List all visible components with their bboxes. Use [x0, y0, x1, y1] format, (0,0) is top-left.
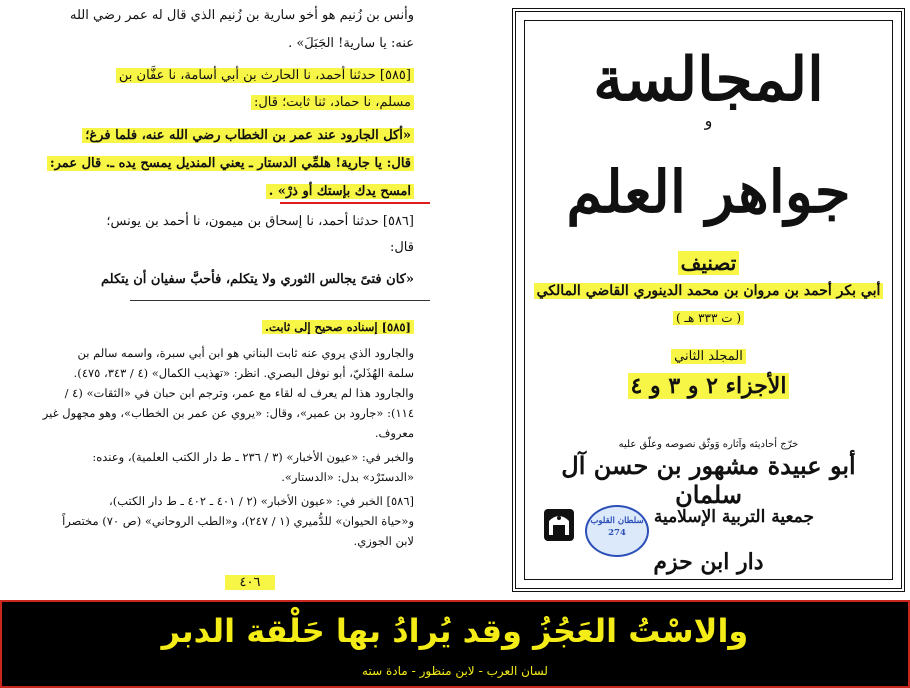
red-underline	[280, 202, 430, 204]
cover-volume: المجلد الثاني	[525, 349, 892, 364]
caption-banner	[0, 600, 910, 688]
main-line	[390, 238, 414, 258]
main-line	[288, 34, 414, 54]
main-line-text: مسلم، نا حماد، ثنا ثابت؛ قال:	[251, 95, 414, 110]
stamp-line-2: 274	[608, 528, 626, 538]
footnote-line	[62, 512, 414, 530]
banner-source: لسان العرب - لابن منظور - مادة سته	[362, 664, 548, 678]
footnote-line	[92, 448, 414, 466]
footnote-line-text: والخبر في: «عيون الأخبار» (٣ / ٢٣٦ ـ ط دار الكتب العلمية)، وعنده:	[92, 450, 414, 464]
banner-title: والاسْتُ العَجُزُ وقد يُرادُ بها حَلْقة الدبر	[161, 612, 749, 650]
cover-title-2: جواهر العلم	[566, 158, 851, 226]
cover-death-year: ( ت ٣٣٣ هـ )	[525, 311, 892, 325]
footnote-line	[375, 424, 414, 442]
book-page-left	[0, 0, 500, 600]
main-line	[47, 154, 414, 174]
main-line	[106, 212, 414, 232]
cover-parts: الأجزاء ٢ و ٣ و ٤	[525, 373, 892, 399]
main-line-text: [٥٨٦] حدثنا أحمد، نا إسحاق بن ميمون، نا أحمد بن يونس؛	[106, 214, 414, 229]
footnote-line-text: [٥٨٥] إسناده صحيح إلى ثابت.	[262, 320, 414, 334]
footnote-line-text: والجارود الذي يروي عنه ثابت البناني هو ابن أبي سبرة، واسمه سالم بن	[77, 346, 414, 360]
footnote-line	[43, 404, 414, 422]
footnote-line-text: [٥٨٦] الخبر في: «عيون الأخبار» (٢ / ٤٠١ ـ ٤٠٢ ـ ط دار الكتب)،	[109, 494, 414, 508]
footnote-line	[65, 384, 414, 402]
main-line-text: [٥٨٥] حدثنا أحمد، نا الحارث بن أبي أسامة، نا عفَّان بن	[116, 68, 414, 83]
page-number: ٤٠٦	[225, 575, 275, 590]
main-line-text: «أكل الجارود عند عمر بن الخطاب رضي الله عنه، فلما فرغ؛	[82, 128, 414, 143]
cover-author: أبي بكر أحمد بن مروان بن محمد الدينوري القاضي المالكي	[525, 283, 892, 299]
main-line	[70, 6, 414, 26]
cover-frame	[524, 20, 893, 580]
cover-editor: أبو عبيدة مشهور بن حسن آل سلمان	[561, 451, 856, 509]
footnote-line	[262, 318, 414, 336]
main-line-text: امسح يدك بإستك أو ذرْ» .	[266, 184, 414, 199]
footnote-line-text: لابن الجوزي.	[353, 534, 414, 548]
main-line-text: عنه: يا سارية! الجَبَلَ» .	[288, 36, 414, 51]
footnote-line	[109, 492, 414, 510]
main-line	[116, 66, 414, 86]
cover-compiled-by: تصنيف	[525, 251, 892, 275]
cover-title-1: المجالسة	[593, 45, 824, 115]
footnote-line-text: والجارود هذا لم يعرف له لقاء مع عمر، وترجم ابن حبان في «الثقات» (٤ /	[64, 386, 414, 400]
footnote-line	[77, 344, 414, 362]
footnote-line-text: سلمة الهُذَليّ، أبو نوفل البصري. انظر: «تهذيب الكمال» (٤ / ٣٤٣، ٤٧٥).	[73, 366, 414, 380]
stamp-line-1: سلطان القلوب	[590, 516, 644, 526]
main-line	[251, 93, 414, 113]
main-line	[266, 182, 414, 202]
footnote-line	[281, 468, 414, 486]
main-line-text: قال:	[389, 240, 414, 255]
cover-conjunction: و	[704, 111, 713, 130]
footnote-line-text: معروف.	[374, 426, 414, 440]
footnote-separator	[130, 300, 430, 301]
footnote-line-text: و«حياة الحيوان» للدُّميري (١ / ٢٤٧)، و«الطب الروحاني» (ص ٧٠) مختصراً	[62, 514, 414, 528]
main-line-text: قال: يا جارية! هلمِّي الدستار ـ يعني المنديل يمسح يده ـ. قال عمر:	[47, 156, 414, 171]
association-logo-icon	[541, 505, 577, 545]
book-cover	[512, 8, 905, 592]
main-line	[101, 270, 414, 290]
cover-publisher: دار ابن حزم	[653, 549, 764, 575]
main-line-text: «كان فتىً يجالس الثوري ولا يتكلم، فأحبَّ سفيان أن يتكلم	[101, 272, 414, 287]
footnote-line	[354, 532, 414, 550]
footnote-line-text: ١١٤): «جارود بن عمير»، وقال: «يروي عن عمر بن الخطاب»، وهو مجهول غير	[42, 406, 414, 420]
main-line	[82, 126, 414, 146]
cover-editor-note: خرّج أحاديثه وآثاره وَوثّق نصوصه وعلّق عليه	[618, 439, 799, 450]
main-line-text: وأنس بن زُنيم هو أخو سارية بن زُنيم الذي قال له عمر رضي الله	[70, 8, 414, 23]
footnote-line	[74, 364, 414, 382]
cover-association: جمعية التربية الإسلامية	[653, 507, 814, 527]
footnote-line-text: «الدستَرْد» بدل: «الدستار».	[281, 470, 414, 484]
